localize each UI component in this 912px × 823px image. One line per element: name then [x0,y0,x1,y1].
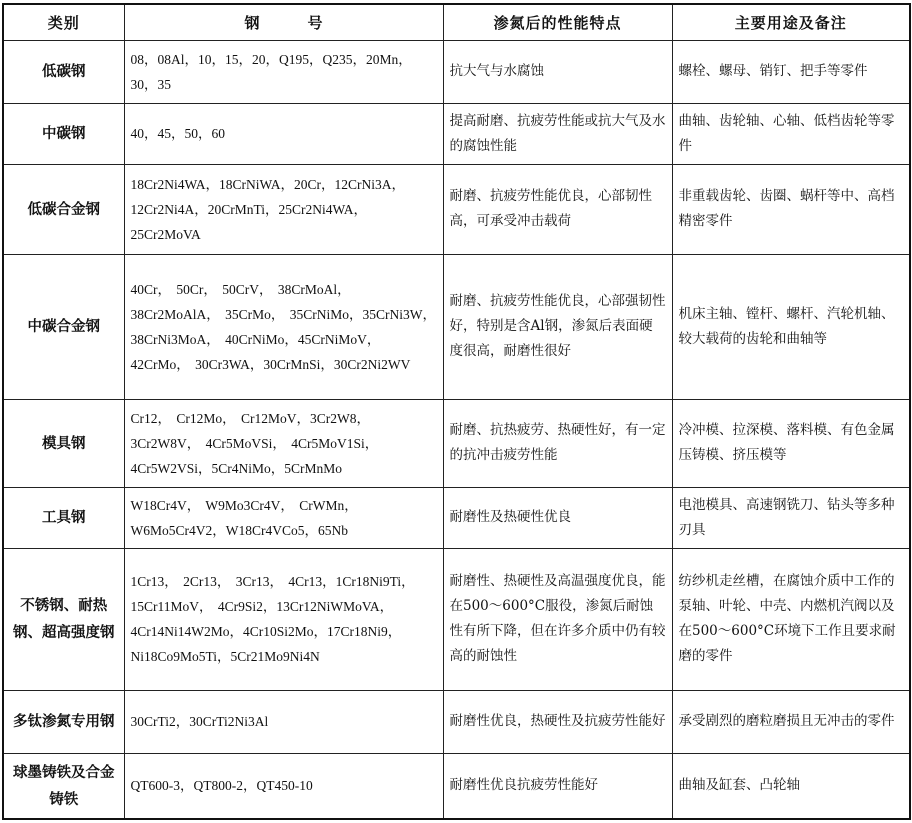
cell-properties: 提高耐磨、抗疲劳性能或抗大气及水的腐蚀性能 [443,103,672,164]
table-row [3,548,910,690]
cell-steel-grade: 08，08Al，10，15，20，Q195，Q235，20Mn，30，35 [124,40,443,103]
cell-category: 低碳钢 [3,40,124,103]
table-row [3,254,910,399]
cell-category: 不锈钢、耐热钢、超高强度钢 [3,548,124,690]
cell-category: 球墨铸铁及合金铸铁 [3,753,124,819]
cell-steel-grade: Cr12， Cr12Mo， Cr12MoV，3Cr2W8，3Cr2W8V， 4Cr5MoVSi， 4Cr5MoV1Si，4Cr5W2VSi，5Cr4NiMo，5CrMnMo [124,399,443,487]
cell-category: 中碳钢 [3,103,124,164]
cell-category: 中碳合金钢 [3,254,124,399]
header-steel-grade: 钢号 [124,4,443,40]
steel-nitriding-table [2,3,911,820]
cell-usage: 纺纱机走丝槽，在腐蚀介质中工作的泵轴、叶轮、中壳、内燃机汽阀以及在500～600°C环境下工作且要求耐磨的零件 [672,548,910,690]
cell-usage: 冷冲模、拉深模、落料模、有色金属压铸模、挤压模等 [672,399,910,487]
cell-usage: 机床主轴、镗杆、螺杆、汽轮机轴、较大载荷的齿轮和曲轴等 [672,254,910,399]
cell-steel-grade: QT600-3，QT800-2，QT450-10 [124,753,443,819]
cell-properties: 耐磨、抗疲劳性能优良，心部强韧性好，特别是含Al钢，渗氮后表面硬度很高，耐磨性很好 [443,254,672,399]
cell-properties: 抗大气与水腐蚀 [443,40,672,103]
table-row [3,487,910,548]
cell-properties: 耐磨性优良，热硬性及抗疲劳性能好 [443,690,672,753]
cell-steel-grade: 40Cr， 50Cr， 50CrV， 38CrMoAl，38Cr2MoAlA， 35CrMo， 35CrNiMo，35CrNi3W， 38CrNi3MoA， 40CrNiMo，45CrNiMoV， 42CrMo， 30Cr3WA，30CrMnSi，30Cr2Ni2WV [124,254,443,399]
cell-properties: 耐磨性、热硬性及高温强度优良，能在500～600°C服役，渗氮后耐蚀性有所下降，但在许多介质中仍有较高的耐蚀性 [443,548,672,690]
cell-usage: 曲轴及缸套、凸轮轴 [672,753,910,819]
cell-usage: 非重载齿轮、齿圈、蜗杆等中、高档精密零件 [672,164,910,254]
cell-properties: 耐磨性优良抗疲劳性能好 [443,753,672,819]
table-row [3,753,910,819]
cell-category: 工具钢 [3,487,124,548]
cell-properties: 耐磨、抗热疲劳、热硬性好，有一定的抗冲击疲劳性能 [443,399,672,487]
cell-category: 低碳合金钢 [3,164,124,254]
cell-steel-grade: 1Cr13， 2Cr13， 3Cr13， 4Cr13，1Cr18Ni9Ti， 15Cr11MoV， 4Cr9Si2，13Cr12NiWMoVA， 4Cr14Ni14W2Mo，4Cr10Si2Mo，17Cr18Ni9，Ni18Co9Mo5Ti，5Cr21Mo9Ni4N [124,548,443,690]
cell-properties: 耐磨性及热硬性优良 [443,487,672,548]
table-row [3,690,910,753]
table-row [3,40,910,103]
cell-steel-grade: W18Cr4V， W9Mo3Cr4V， CrWMn，W6Mo5Cr4V2，W18Cr4VCo5，65Nb [124,487,443,548]
cell-usage: 螺栓、螺母、销钉、把手等零件 [672,40,910,103]
header-properties: 渗氮后的性能特点 [443,4,672,40]
cell-steel-grade: 40，45，50，60 [124,103,443,164]
header-row [3,4,910,40]
cell-steel-grade: 18Cr2Ni4WA，18CrNiWA，20Cr，12CrNi3A，12Cr2Ni4A，20CrMnTi，25Cr2Ni4WA，25Cr2MoVA [124,164,443,254]
cell-steel-grade: 30CrTi2，30CrTi2Ni3Al [124,690,443,753]
table-row [3,164,910,254]
cell-properties: 耐磨、抗疲劳性能优良，心部韧性高，可承受冲击载荷 [443,164,672,254]
header-category: 类别 [3,4,124,40]
cell-usage: 电池模具、高速钢铣刀、钻头等多种刃具 [672,487,910,548]
table-row [3,399,910,487]
cell-category: 多钛渗氮专用钢 [3,690,124,753]
cell-usage: 承受剧烈的磨粒磨损且无冲击的零件 [672,690,910,753]
cell-category: 模具钢 [3,399,124,487]
cell-usage: 曲轴、齿轮轴、心轴、低档齿轮等零件 [672,103,910,164]
header-usage: 主要用途及备注 [672,4,910,40]
table-row [3,103,910,164]
